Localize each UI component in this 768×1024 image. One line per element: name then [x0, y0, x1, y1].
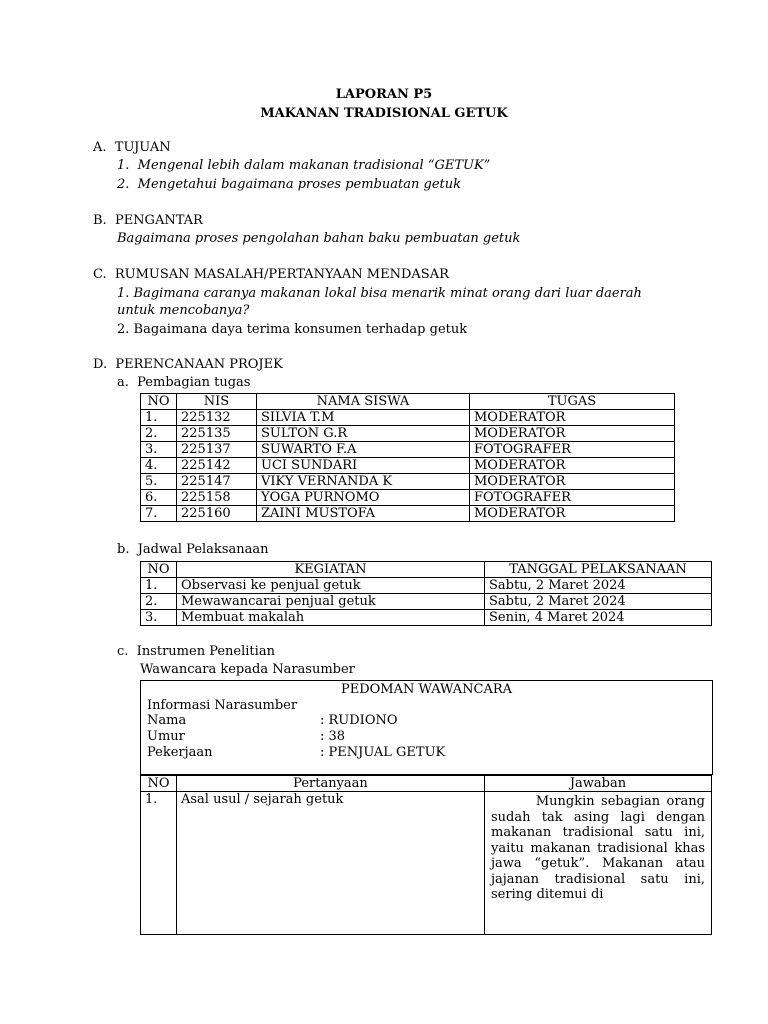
report-title: LAPORAN P5 — [335, 87, 433, 102]
table-cell: MODERATOR — [470, 410, 675, 426]
pengantar-text: Bagaimana proses pengolahan bahan baku pembuatan getuk — [117, 231, 521, 246]
table-header-row — [141, 394, 675, 410]
table-cell: Membuat makalah — [177, 610, 485, 626]
tujuan-item-2: 2. Mengetahui bagaimana proses pembuatan getuk — [117, 177, 461, 192]
field-label-pekerjaan: Pekerjaan — [147, 745, 213, 760]
table-row — [141, 442, 675, 458]
table-row — [141, 506, 675, 522]
field-value-nama: : RUDIONO — [320, 713, 398, 728]
table-header-cell: NO — [141, 394, 177, 410]
wawancara-subtitle: Wawancara kepada Narasumber — [140, 662, 355, 677]
table-cell: 3. — [141, 442, 177, 458]
instrumen-label: c. Instrumen Penelitian — [117, 644, 275, 659]
table-header-cell: TUGAS — [470, 394, 675, 410]
table-cell: 5. — [141, 474, 177, 490]
qa-question-cell: Asal usul / sejarah getuk — [177, 792, 485, 935]
qa-no-cell: 1. — [141, 792, 177, 935]
table-cell: 225158 — [177, 490, 257, 506]
table-row — [141, 410, 675, 426]
table-cell: 225160 — [177, 506, 257, 522]
section-rumusan-heading: C. RUMUSAN MASALAH/PERTANYAAN MENDASAR — [93, 267, 449, 282]
table-cell: SILVIA T.M — [257, 410, 470, 426]
rumusan-item-2: 2. Bagaimana daya terima konsumen terhadap getuk — [117, 322, 468, 337]
pembagian-tugas-label: a. Pembagian tugas — [117, 375, 251, 390]
table-cell: Senin, 4 Maret 2024 — [485, 610, 712, 626]
report-subtitle: MAKANAN TRADISIONAL GETUK — [260, 106, 508, 121]
table-cell: MODERATOR — [470, 426, 675, 442]
section-tujuan-heading: A. TUJUAN — [93, 140, 171, 155]
table-header-row — [141, 562, 712, 578]
rumusan-item-1-line-1: 1. Bagimana caranya makanan lokal bisa menarik minat orang dari luar daerah — [117, 286, 642, 301]
table-cell: 225137 — [177, 442, 257, 458]
jadwal-table — [140, 561, 712, 626]
table-header-row — [141, 776, 712, 792]
table-cell: 6. — [141, 490, 177, 506]
table-cell: 2. — [141, 426, 177, 442]
table-cell: 225135 — [177, 426, 257, 442]
table-row — [141, 458, 675, 474]
table-cell: SULTON G.R — [257, 426, 470, 442]
table-cell: 1. — [141, 410, 177, 426]
table-header-cell: NAMA SISWA — [257, 394, 470, 410]
pedoman-title: PEDOMAN WAWANCARA — [340, 682, 513, 697]
field-value-umur: : 38 — [320, 729, 346, 744]
table-cell: 1. — [141, 578, 177, 594]
table-header-cell: NO — [141, 562, 177, 578]
table-header-cell: NIS — [177, 394, 257, 410]
jadwal-label: b. Jadwal Pelaksanaan — [117, 542, 269, 557]
table-cell: MODERATOR — [470, 474, 675, 490]
table-cell: FOTOGRAFER — [470, 490, 675, 506]
table-row — [141, 490, 675, 506]
table-cell: VIKY VERNANDA K — [257, 474, 470, 490]
table-cell: MODERATOR — [470, 458, 675, 474]
table-cell: 225142 — [177, 458, 257, 474]
table-header-cell: NO — [141, 776, 177, 792]
field-label-nama: Nama — [147, 713, 187, 728]
qa-answer-cell: Mungkin sebagian orang sudah tak asing lagi dengan makanan tradisional satu ini, yaitu makanan tradisional khas jawa “getuk”. Makanan atau jajanan tradisional satu ini, sering ditemui di — [485, 792, 712, 935]
table-cell: Sabtu, 2 Maret 2024 — [485, 578, 712, 594]
table-header-cell: Pertanyaan — [177, 776, 485, 792]
qa-table — [140, 775, 712, 935]
rumusan-item-1-line-2: untuk mencobanya? — [117, 303, 250, 318]
table-cell: FOTOGRAFER — [470, 442, 675, 458]
table-cell: Mewawancarai penjual getuk — [177, 594, 485, 610]
table-cell: YOGA PURNOMO — [257, 490, 470, 506]
table-cell: Sabtu, 2 Maret 2024 — [485, 594, 712, 610]
table-header-cell: KEGIATAN — [177, 562, 485, 578]
pedoman-box — [140, 680, 713, 775]
table-cell: 2. — [141, 594, 177, 610]
table-cell: 4. — [141, 458, 177, 474]
field-value-pekerjaan: : PENJUAL GETUK — [320, 745, 446, 760]
table-cell: 225147 — [177, 474, 257, 490]
table-cell: 7. — [141, 506, 177, 522]
table-row — [141, 426, 675, 442]
informasi-narasumber-label: Informasi Narasumber — [147, 698, 298, 713]
table-cell: 3. — [141, 610, 177, 626]
table-row — [141, 578, 712, 594]
tugas-table — [140, 393, 675, 522]
field-label-umur: Umur — [147, 729, 185, 744]
table-header-cell: TANGGAL PELAKSANAAN — [485, 562, 712, 578]
table-cell: Observasi ke penjual getuk — [177, 578, 485, 594]
table-cell: MODERATOR — [470, 506, 675, 522]
table-cell: ZAINI MUSTOFA — [257, 506, 470, 522]
section-pengantar-heading: B. PENGANTAR — [93, 213, 203, 228]
table-cell: UCI SUNDARI — [257, 458, 470, 474]
table-header-cell: Jawaban — [485, 776, 712, 792]
table-row — [141, 792, 712, 935]
tujuan-item-1: 1. Mengenal lebih dalam makanan tradisional “GETUK” — [117, 158, 491, 173]
section-perencanaan-heading: D. PERENCANAAN PROJEK — [93, 357, 283, 372]
table-row — [141, 474, 675, 490]
table-cell: 225132 — [177, 410, 257, 426]
table-cell: SUWARTO F.A — [257, 442, 470, 458]
table-row — [141, 610, 712, 626]
table-row — [141, 594, 712, 610]
